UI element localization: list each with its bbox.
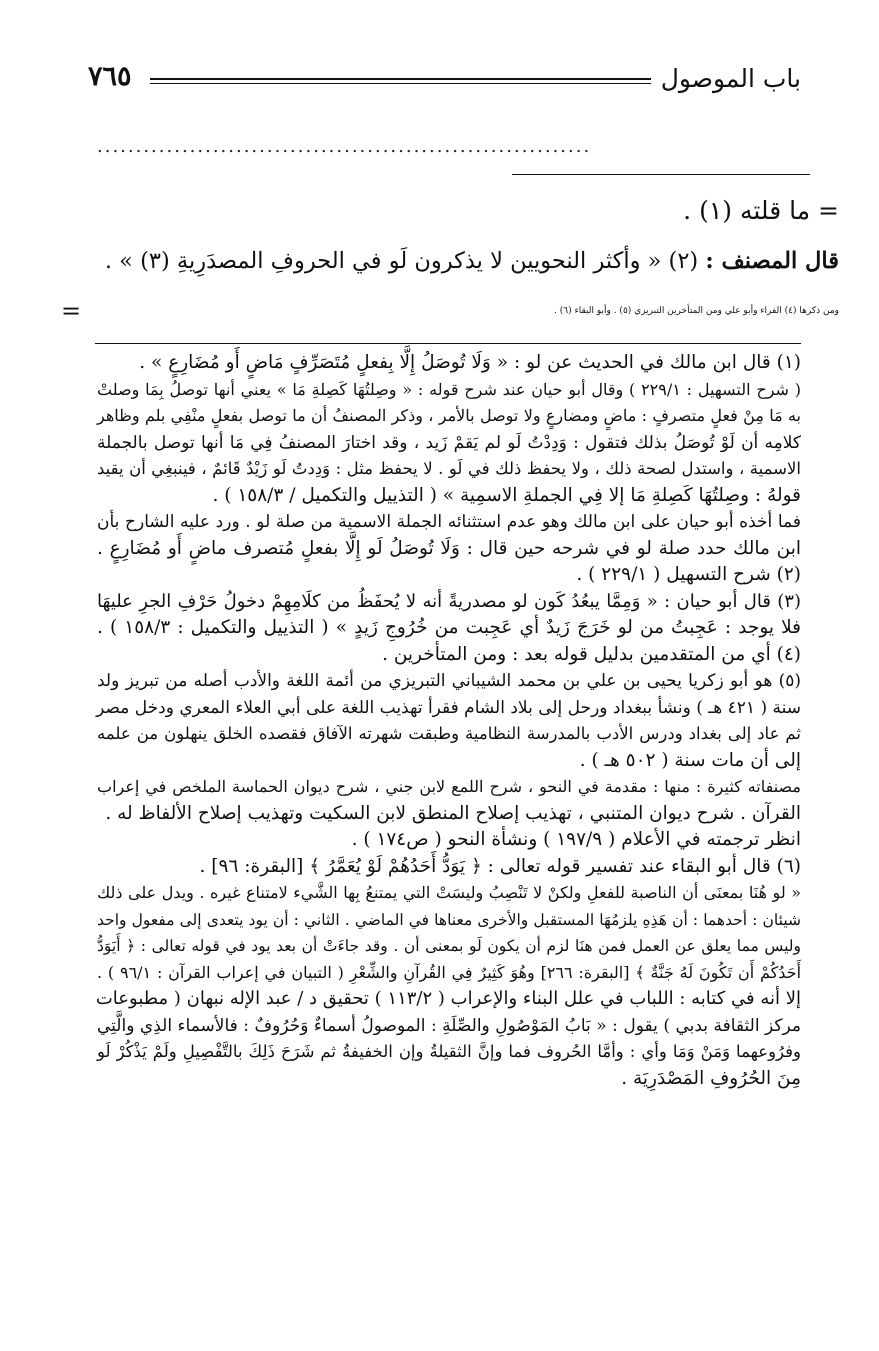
footnote-line: « لو هُنَا بمعنَى أن الناصبة للفعلِ ولكنْ لا تَنْصِبُ وليسَتْ التي يمتنعُ بِها الشَّيء لامتناع غيره . ويدل على ذلك — [97, 883, 801, 902]
main-text — [61, 186, 839, 336]
footnote-line: وفرُوعهما وَمَنْ وَمَا وأي : وأمَّا الحُروف فما وإنَّ الثقيلةُ وإن الخفيفةُ ثم شَرَحَ ذَلِكَ بالتَّفْصِيلِ ولَمْ يَذْكُرْ لَو — [97, 1042, 801, 1061]
page-number: ٧٦٥ — [88, 61, 132, 92]
footnote-line: الاسمية ، واستدل لصحة ذلك ، ولا يحفظ ذلك في لَو . لا يحفظ مثل : وَدِدتُ لَو زَيْدٌ قَائمٌ ، فينبغِي أن يقيد — [97, 459, 801, 478]
page-header — [88, 62, 801, 102]
footnote-line: (٤) أي من المتقدمين بدليل قوله بعد : ومن المتأخرين . — [382, 643, 801, 665]
continuation-mark: = — [61, 297, 82, 325]
footnote-line: مصنفاته كثيرة : منها : مقدمة في النحو ، شرح اللمع لابن جني ، شرح ديوان الحماسة الملخص في إعراب — [97, 777, 802, 796]
author-label: قال المصنف : — [705, 248, 839, 274]
footnote-line: ( شرح التسهيل : ٢٢٩/١ ) وقال أبو حيان عند شرح قوله : « وصِلتُهَا كَصِلةِ مَا » يعني أنها توصلُ بِمَا وصلتْ — [97, 379, 801, 399]
footnote-line: سنة ( ٤٢١ هـ ) ونشأ ببغداد ورحل إلى بلاد الشام فقرأ تهذيب اللغة على أبي العلاء المعري ودخل مصر — [96, 697, 801, 718]
continuation-text: = ما قلته (١) . — [683, 196, 839, 225]
footnote-line: فلا يوجد : عَجِبتُ من لو خَرَجَ زَيدٌ أي عَجِبت من خُرُوجِ زَيدٍ » ( التذييل والتكميل : ١٥٨/٣ ) . — [97, 617, 801, 638]
footnote-line: (١) قال ابن مالك في الحديث عن لو : « وَلَا تُوصَلُ إِلَّا بِفعلٍ مُتَصَرِّفٍ مَاضٍ أَو مُضَارِعٍ » . — [139, 352, 801, 373]
footnote-separator — [95, 343, 801, 344]
footnote-line: القرآن . شرح ديوان المتنبي ، تهذيب إصلاح المنطق لابن السكيت وتهذيب إصلاح الألفاظ له . — [105, 802, 801, 824]
footnote-line: قولهُ : وصِلتُهَا كَصِلةِ مَا إلا فِي الجملةِ الاسمِية » ( التذييل والتكميل / ١٥٨/٣ ) . — [212, 484, 801, 506]
main-line-3-text: ومن ذكرها (٤) الفراء وأبو علي ومن المتأخرين التبريزي (٥) . وأبو البقاء (٦) . — [554, 306, 839, 316]
footnote-line: مركز الثقافة بدبي ) يقول : « بَابُ المَوْصُولِ والصِّلَةِ : الموصولُ أسماءٌ وَحُرُوفٌ : فالأسماء الذِي والَّتِي — [97, 1015, 801, 1036]
footnotes — [97, 350, 801, 1092]
footnote-line: أَحَدُكُمْ أَن تَكُونَ لَهُ جَنَّةٌ ﴾ [البقرة: ٢٦٦] وهُوَ كَثِيرٌ فِي القُرآنِ والشِّعْرِ ( التبيان في إعراب القرآن : ٩٦/١ ) . — [97, 962, 802, 982]
short-rule — [512, 174, 810, 175]
main-line-3 — [61, 286, 839, 336]
footnote-line: إلى أن مات سنة ( ٥٠٢ هـ ) . — [579, 749, 801, 771]
footnote-line: فما أخذه أبو حيان على ابن مالك وهو عدم استثنائه الجملة الاسمية من صلة لو . ورد عليه الشارح بأن — [97, 512, 801, 532]
dotted-separator: ................................................................ — [97, 136, 592, 157]
footnote-line: كلامِه أن لَوْ تُوصَلُ بذلك فتقول : وَدِدْتُ لَو لم يَقمْ زَيد ، وقد اختارَ المصنفُ فِي مَا أنها توصل بالجملة — [97, 432, 801, 453]
chapter-title: باب الموصول — [660, 64, 801, 93]
header-rule — [150, 78, 651, 84]
footnote-line: شيئان : أحدهما : أن هَذِهِ يلزمُهَا المستقبل والأخرى معناها في الماضي . الثاني : أن يود يتعدى إلى مفعول واحد — [97, 910, 801, 929]
quote-text: (٢) « وأكثر النحويين لا يذكرون لَو في الحروفِ المصدَرِيةِ (٣) » . — [104, 248, 699, 274]
footnote-line: (٣) قال أبو حيان : « وَمِمَّا يبعُدُ كَون لو مصدريةً أنه لا يُحفَظُ من كلَامِهِمْ دخولُ حَرْفِ الجرِ عليهَا — [97, 590, 801, 612]
footnote-line: انظر ترجمته في الأعلام ( ١٩٧/٩ ) ونشأة النحو ( ص١٧٤ ) . — [351, 829, 801, 850]
footnote-line: ابن مالك حدد صلة لو في شرحه حين قال : وَلَا تُوصَلُ لَو إِلَّا بفعلٍ مُتصرف ماضٍ أَو مُضَارِعٍ . — [97, 537, 801, 559]
footnote-line: ثم عاد إلى بغداد ودرس الأدب بالمدرسة النظامية وطبقت شهرته الآفاق فقصده الخلق ينهلون من علمه — [97, 724, 801, 743]
footnote-line: (٥) هو أبو زكريا يحيى بن علي بن محمد الشيباني التبريزي من أئمة اللغة والأدب أصله من تبريز ولد — [97, 671, 801, 691]
footnote-line: (٢) شرح التسهيل ( ٢٢٩/١ ) . — [576, 564, 801, 585]
main-line-1 — [95, 186, 839, 236]
footnote-line: (٦) قال أبو البقاء عند تفسير قوله تعالى : ﴿ يَوَدُّ أَحَدُهُمْ لَوْ يُعَمَّرُ ﴾ [البقرة: ٩٦] . — [199, 855, 801, 877]
footnote-line: به مَا مِنْ فعلٍ متصرفٍ : ماضٍ ومضارعٍ ولا توصل بالأمر ، وذكر المصنفُ أن ما توصل بفعلٍ منْفِي بلم وظاهر — [97, 406, 801, 425]
footnote-line: إلا أنه في كتابه : اللباب في علل البناء والإعراب ( ١١٣/٢ ) تحقيق د / عبد الإله نبهان ( مطبوعات — [95, 988, 801, 1009]
footnote-line: مِنَ الحُرُوفِ المَصْدَرِيَة . — [621, 1067, 801, 1089]
main-line-2 — [95, 236, 839, 286]
footnote-line: وليس مما يعلق عن العمل فمن هنَا لزم أن يكون لَو بمعنى أن . وقد جاءَتْ أن بعد يود في قوله تعالى : ﴿ أَيَوَدُّ — [97, 937, 801, 955]
